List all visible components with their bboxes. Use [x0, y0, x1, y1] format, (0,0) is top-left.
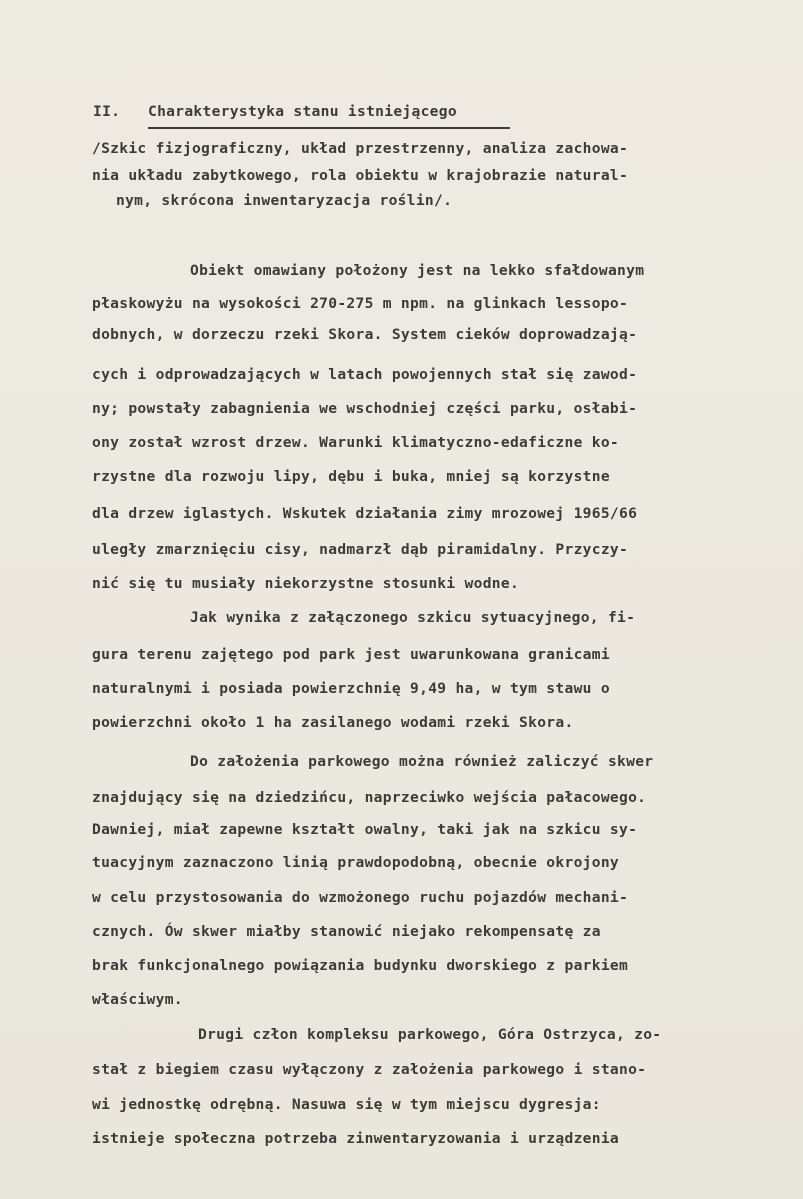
- body-line: płaskowyżu na wysokości 270-275 m npm. na glinkach lessopo-: [92, 295, 629, 312]
- subtitle-line: /Szkic fizjograficzny, układ przestrzenny, analiza zachowa-: [92, 140, 629, 157]
- body-line: powierzchni około 1 ha zasilanego wodami rzeki Skora.: [92, 714, 574, 731]
- body-line: cznych. Ów skwer miałby stanowić niejako rekompensatę za: [92, 923, 601, 940]
- body-line: brak funkcjonalnego powiązania budynku dworskiego z parkiem: [92, 957, 629, 974]
- body-line: stał z biegiem czasu wyłączony z założenia parkowego i stano-: [92, 1061, 647, 1078]
- body-line: wi jednostkę odrębną. Nasuwa się w tym miejscu dygresja:: [92, 1096, 601, 1113]
- section-number: II.: [93, 103, 121, 120]
- body-line: tuacyjnym zaznaczono linią prawdopodobną, obecnie okrojony: [92, 854, 619, 871]
- body-line: naturalnymi i posiada powierzchnię 9,49 ha, w tym stawu o: [92, 680, 610, 697]
- subtitle-line: nia układu zabytkowego, rola obiektu w krajobrazie natural-: [92, 167, 629, 184]
- body-line: nić się tu musiały niekorzystne stosunki wodne.: [92, 575, 520, 592]
- body-line: cych i odprowadzających w latach powojennych stał się zawod-: [92, 366, 638, 383]
- body-line: Obiekt omawiany położony jest na lekko sfałdowanym: [190, 262, 645, 279]
- body-line: rzystne dla rozwoju lipy, dębu i buka, mniej są korzystne: [92, 468, 610, 485]
- body-line: dla drzew iglastych. Wskutek działania zimy mrozowej 1965/66: [92, 505, 638, 522]
- body-line: Drugi człon kompleksu parkowego, Góra Ostrzyca, zo-: [198, 1026, 662, 1043]
- body-line: właściwym.: [92, 991, 183, 1008]
- body-line: znajdujący się na dziedzińcu, naprzeciwko wejścia pałacowego.: [92, 789, 647, 806]
- body-line: istnieje społeczna potrzeba zinwentaryzowania i urządzenia: [92, 1130, 619, 1147]
- body-line: gura terenu zajętego pod park jest uwarunkowana granicami: [92, 646, 610, 663]
- body-line: dobnych, w dorzeczu rzeki Skora. System cieków doprowadzają-: [92, 326, 638, 343]
- body-line: Do założenia parkowego można również zaliczyć skwer: [190, 753, 654, 770]
- body-line: ony został wzrost drzew. Warunki klimatyczno-edaficzne ko-: [92, 434, 619, 451]
- body-line: ny; powstały zabagnienia we wschodniej części parku, osłabi-: [92, 400, 638, 417]
- body-line: w celu przystosowania do wzmożonego ruchu pojazdów mechani-: [92, 889, 629, 906]
- section-title: Charakterystyka stanu istniejącego: [148, 103, 457, 120]
- body-line: Dawniej, miał zapewne kształt owalny, taki jak na szkicu sy-: [92, 821, 638, 838]
- subtitle-line: nym, skrócona inwentaryzacja roślin/.: [116, 192, 453, 209]
- title-underline: [148, 127, 510, 129]
- body-line: Jak wynika z załączonego szkicu sytuacyjnego, fi-: [190, 609, 636, 626]
- body-line: uległy zmarznięciu cisy, nadmarzł dąb piramidalny. Przyczy-: [92, 541, 629, 558]
